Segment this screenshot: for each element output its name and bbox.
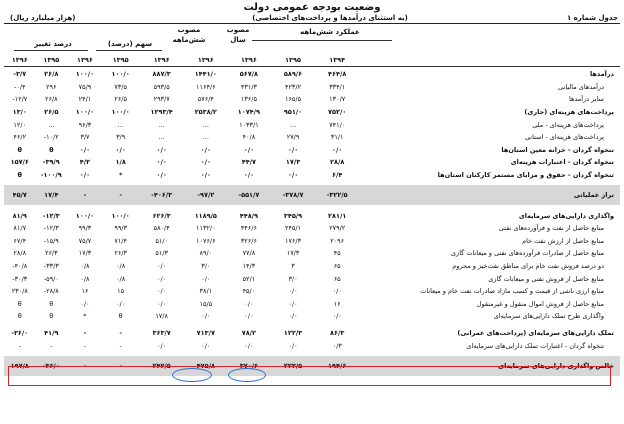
row-label: تراز عملیاتی: [403, 185, 620, 205]
value-cell: ۵۸۹/۶: [283, 70, 303, 79]
value-cell: ۳۴۵/۹: [283, 211, 303, 220]
value-cell: ...: [48, 120, 55, 129]
value-cell: ۸۶/۳: [330, 328, 345, 337]
header-approved-half-2: شش‌ماهه: [172, 36, 206, 44]
row-label: تنخواه گردان - اعتبارات تملک دارایی‌های سرمایه‌ای: [466, 341, 604, 350]
table-row: [4, 339, 620, 352]
row-label: منابع ارزی ناشی از قیمت و کسب مازاد صادرات نفت خام و میعانات: [420, 287, 604, 296]
value-cell: ...: [117, 120, 124, 129]
value-cell: ۱۷۶/۳: [284, 236, 302, 245]
value-cell: ۰/۰: [116, 299, 126, 308]
value-cell: ۴/۲: [79, 158, 91, 167]
value-cell: ۰/۰: [201, 312, 211, 321]
value-cell: ۲۸/۸: [330, 158, 345, 167]
value-cell: ...: [289, 120, 297, 129]
value-cell: ۴۶/۲: [13, 133, 27, 142]
row-label: تملک دارایی‌های سرمایه‌ای (پرداخت‌های عمرانی): [457, 328, 614, 337]
row-label: تنخواه گردان - اعتبارات هزینه‌ای: [510, 158, 614, 167]
value-cell: ۰/۰: [115, 145, 126, 154]
value-cell: ۰/۰: [244, 299, 254, 308]
value-cell: -۳۲۲/۵: [315, 185, 359, 205]
value-cell: -۴۰۶/۳: [139, 185, 185, 205]
value-cell: ۲۴۲/۵: [139, 356, 185, 376]
value-cell: ۵۱/۰: [155, 236, 168, 245]
value-cell: ۱۴۴۱/۰: [194, 70, 217, 79]
year-cell: ۱۳۹۵: [112, 56, 129, 65]
budget-body-table: [4, 68, 620, 376]
spacer-cell: [359, 285, 403, 298]
page-title: وضعیت بودجه عمومی دولت: [243, 2, 381, 13]
value-cell: ۰/۸: [80, 262, 90, 271]
spacer-cell: [359, 81, 403, 94]
value-cell: ۴۵/۷: [4, 185, 36, 205]
value-cell: ...: [202, 133, 209, 142]
header-approved-year-1: مصوب: [226, 26, 250, 34]
header-bottom-rule: [4, 66, 620, 67]
value-cell: ۷۴۱/۰: [329, 120, 346, 129]
spacer-cell: [359, 156, 403, 169]
value-cell: -: [103, 356, 139, 376]
value-cell: θ: [118, 312, 123, 321]
year-cell: ۱۳۹۶: [153, 56, 170, 65]
highlight-oval-approved-half: [172, 368, 212, 382]
year-cell: ۱۳۹۴: [329, 56, 346, 65]
table-row: [4, 209, 620, 222]
value-cell: θ: [17, 145, 22, 154]
value-cell: ۱۰۷۴/۹: [237, 108, 260, 117]
value-cell: -: [83, 341, 87, 350]
row-label: واگذاری دارایی‌های سرمایه‌ای: [518, 211, 614, 220]
value-cell: ۰/۰: [200, 158, 211, 167]
value-cell: ۵۸۰/۴: [153, 224, 170, 233]
value-cell: ۹۹/۳: [114, 224, 127, 233]
value-cell: ۲۷۹/۲: [329, 224, 346, 233]
value-cell: ۰/۰: [287, 145, 299, 154]
value-cell: ۷۵۲/۰: [328, 108, 347, 117]
value-cell: ۵۷۶/۴: [197, 95, 214, 104]
value-cell: ۱۱۸۹/۵: [194, 211, 217, 220]
value-cell: ۱۱۶۴/۶: [195, 82, 216, 91]
value-cell: θ: [17, 171, 22, 180]
header-change-rule: [14, 50, 88, 51]
table-number: جدول شماره ۱: [566, 14, 618, 22]
value-cell: ۶۵: [333, 262, 341, 271]
value-cell: ۴۴۶/۶: [240, 224, 257, 233]
year-cell-spacer: [359, 54, 403, 67]
spacer-cell: [359, 272, 403, 285]
value-cell: -۱۰/۲: [43, 133, 59, 142]
year-cell: ۱۳۹۶: [76, 56, 93, 65]
value-cell: ۷۱/۴: [114, 236, 127, 245]
value-cell: ۱۰۰/۰: [75, 70, 95, 79]
value-cell: -۳۰/۳: [12, 274, 28, 283]
value-cell: ۷۸/۲: [241, 328, 257, 337]
row-label: پرداخت‌های هزینه‌ای - استانی: [524, 133, 604, 142]
value-cell: -۳۳/۳: [43, 262, 59, 271]
value-cell: ۲۹۶: [46, 82, 57, 91]
value-cell: ۲۶/۳: [114, 249, 127, 258]
value-cell: ۵۹۳/۵: [153, 82, 170, 91]
row-label: منابع حاصل از فروش اموال منقول و غیرمنقول: [476, 299, 604, 308]
value-cell: ۶/۴: [332, 171, 343, 180]
table-row: [4, 81, 620, 94]
table-row: [4, 68, 620, 81]
value-cell: ۳/۰: [201, 262, 211, 271]
table-row: [4, 118, 620, 131]
row-label: منابع حاصل از ارزش نفت خام: [522, 236, 604, 245]
highlight-box: [8, 366, 611, 386]
value-cell: ۰/۰: [157, 299, 167, 308]
value-cell: ۴۳۱/۳: [240, 82, 257, 91]
value-cell: ۸۹/۰: [199, 249, 213, 258]
value-cell: ۰/۰: [201, 341, 211, 350]
value-cell: ۱۰۷۶/۶: [195, 236, 216, 245]
value-cell: θ: [49, 145, 54, 154]
table-row: [4, 222, 620, 235]
value-cell: ۴۰/۸: [242, 133, 256, 142]
table-row: [4, 144, 620, 157]
value-cell: ۲۴/۱: [78, 95, 92, 104]
row-label: درآمدها: [589, 70, 614, 79]
value-cell: ۱۷/۸: [155, 312, 168, 321]
value-cell: -۱۲/۷: [12, 95, 28, 104]
value-cell: ۴۵: [333, 249, 341, 258]
year-header-row: [4, 54, 620, 67]
value-cell: -۵۵۱/۷: [227, 185, 271, 205]
value-cell: ۸۸۷/۳: [152, 70, 171, 79]
year-cell-spacer: [403, 54, 620, 67]
value-cell: ۵۱/۳: [155, 249, 168, 258]
value-cell: ۴۲۳/۲: [284, 82, 302, 91]
value-cell: -: [67, 185, 103, 205]
spacer-cell: [359, 310, 403, 323]
value-cell: ۷۵/۷: [78, 236, 92, 245]
value-cell: ۱۵: [117, 287, 125, 296]
spacer-cell: [359, 106, 403, 119]
value-cell: ۱۲۹۳/۴: [150, 108, 173, 117]
spacer-cell: [359, 118, 403, 131]
value-cell: ۰/۰: [288, 287, 298, 296]
value-cell: ۳۲۶/۶: [240, 236, 257, 245]
value-cell: ۰/۰: [201, 274, 211, 283]
value-cell: ۲۷/۹: [286, 133, 300, 142]
value-cell: ۱۹۴/۶: [315, 356, 359, 376]
table-row: [4, 156, 620, 169]
table-row: [4, 310, 620, 323]
value-cell: ۱۲۲/۳: [283, 328, 303, 337]
value-cell: ۰/۰: [243, 145, 255, 154]
header-change: درصد تغییر: [34, 40, 72, 48]
value-cell: ۰/۰: [332, 145, 343, 154]
value-cell: ۰/۰: [288, 341, 298, 350]
spacer-cell: [359, 169, 403, 182]
table-row: [4, 298, 620, 311]
value-cell: ۳: [291, 262, 295, 271]
value-cell: -: [67, 356, 103, 376]
value-cell: ۴۶۴/۸: [328, 70, 347, 79]
spacer-cell: [359, 93, 403, 106]
header-share: سهم (درصد): [107, 40, 153, 48]
value-cell: ۰/۸: [80, 274, 90, 283]
value-cell: ۰/۰: [157, 287, 167, 296]
value-cell: ۰/۰: [79, 145, 91, 154]
table-row: [4, 93, 620, 106]
value-cell: ۴۴/۷: [241, 158, 257, 167]
budget-table: [4, 54, 620, 67]
value-cell: ۱/۸: [115, 158, 126, 167]
value-cell: ۱۶۵/۵: [284, 95, 302, 104]
header-performance-rule: [252, 40, 392, 41]
value-cell: ۰/۰: [156, 145, 167, 154]
value-cell: ۲۲۳/۵: [271, 356, 315, 376]
value-cell: *: [83, 312, 87, 321]
value-cell: ۳۶۳/۷: [152, 328, 171, 337]
value-cell: ۳۳۴/۱: [329, 82, 346, 91]
value-cell: -۱۲/۳: [42, 211, 60, 220]
value-cell: -۳۶/۰: [36, 356, 68, 376]
value-cell: ۱۶: [333, 299, 341, 308]
value-cell: θ: [49, 299, 54, 308]
value-cell: ۶۵: [333, 274, 341, 283]
row-label: سایر درآمدها: [568, 95, 604, 104]
value-cell: ۱۷/۳: [78, 249, 92, 258]
row-label: پرداخت‌های هزینه‌ای - ملی: [532, 120, 604, 129]
value-cell: ۰/۰: [244, 312, 254, 321]
table-row: [4, 235, 620, 248]
value-cell: ۱۲/۰: [13, 120, 27, 129]
value-cell: ۱۵۷/۶: [10, 158, 29, 167]
value-cell: ۲۴۵/۱: [284, 224, 302, 233]
value-cell: ۰/۸: [116, 262, 126, 271]
value-cell: -۳۹/۹: [42, 158, 60, 167]
value-cell: ۲۶/۸: [44, 95, 58, 104]
table-row: [4, 106, 620, 119]
value-cell: ۲۸/۸: [13, 249, 27, 258]
value-cell: ۹۵۱/۰: [283, 108, 303, 117]
value-cell: ۴۱/۹: [44, 328, 59, 337]
value-cell: -۴۰/۸: [12, 262, 28, 271]
value-cell: ...: [158, 133, 165, 142]
value-cell: -۱۲/۳: [43, 224, 59, 233]
value-cell: ۳۸/۱: [199, 287, 213, 296]
year-cell: ۱۳۹۵: [43, 56, 60, 65]
value-cell: ۹۶/۳: [78, 120, 92, 129]
value-cell: ۴۷۵/۸: [185, 356, 227, 376]
spacer-cell: [359, 131, 403, 144]
value-cell: ...: [202, 120, 209, 129]
row-label: منابع حاصل از فروش نفتی و میعانات گازی: [488, 274, 604, 283]
value-cell: ۴۵/۰: [242, 287, 256, 296]
table-row: [4, 285, 620, 298]
spacer-cell: [359, 247, 403, 260]
value-cell: ۲۰۹۶: [330, 236, 345, 245]
table-row: [4, 185, 620, 205]
value-cell: ...: [158, 120, 165, 129]
value-cell: -۲۸/۸: [43, 287, 59, 296]
value-cell: *: [118, 171, 123, 180]
spacer-cell: [359, 185, 403, 205]
value-cell: ۰/۰: [156, 158, 167, 167]
value-cell: ۰/۰: [200, 171, 211, 180]
spacer-cell: [359, 68, 403, 81]
spacer-cell: [359, 260, 403, 273]
value-cell: -۱۰۰/۹: [40, 171, 62, 180]
value-cell: ۲۹۳/۷: [153, 95, 170, 104]
table-row: [4, 169, 620, 182]
value-cell: ۱۰۳۳/۱: [239, 120, 259, 129]
value-cell: ۰/۰: [79, 171, 91, 180]
value-cell: ۲۵۳۸/۲: [194, 108, 217, 117]
value-cell: ۱۷/۳: [286, 249, 300, 258]
value-cell: ۱۶: [81, 287, 89, 296]
value-cell: ۳/۷: [80, 133, 90, 142]
row-label: تنخواه گردان - خزانه معین استان‌ها: [501, 145, 614, 154]
value-cell: θ: [17, 312, 22, 321]
value-cell: ۶۷/۴: [13, 236, 27, 245]
value-cell: ۲۶/۵: [114, 95, 127, 104]
value-cell: ۰/۰: [156, 171, 167, 180]
value-cell: ۲۶/۸: [44, 70, 59, 79]
value-cell: ۳۷۰/۶: [227, 356, 271, 376]
row-label: واگذاری طرح تملک دارایی‌های سرمایه‌ای: [493, 312, 604, 321]
header-approved-half-1: مصوب: [177, 26, 201, 34]
value-cell: -۱۵/۹: [43, 236, 59, 245]
value-cell: ۲۶/۵: [44, 108, 59, 117]
value-cell: ۱۳۰/۷: [329, 95, 346, 104]
value-cell: ۰/۰: [288, 299, 298, 308]
value-cell: ۱۱۳۲/۰: [195, 224, 216, 233]
year-cell: ۱۳۹۵: [285, 56, 301, 65]
table-row: [4, 327, 620, 340]
header-approved-year-2: سال: [230, 36, 246, 44]
value-cell: -: [83, 328, 87, 337]
value-cell: ۰/۰: [288, 312, 298, 321]
row-label: درآمدهای مالیاتی: [558, 82, 604, 91]
value-cell: ۰/۰: [157, 274, 167, 283]
table-row: [4, 272, 620, 285]
value-cell: ۷۵/۹: [78, 82, 92, 91]
spacer-cell: [359, 222, 403, 235]
spacer-cell: [359, 144, 403, 157]
spacer-cell: [359, 339, 403, 352]
value-cell: -۳۶/۰: [11, 328, 29, 337]
value-cell: -۵۹/۰: [43, 274, 59, 283]
value-cell: ۷۳/۵: [114, 82, 127, 91]
row-label: منابع حاصل از نفت و فرآورده‌های نفتی: [498, 224, 604, 233]
value-cell: ۰/۰: [243, 171, 255, 180]
value-cell: θ: [49, 312, 54, 321]
value-cell: ۰/۰: [157, 341, 167, 350]
year-cell: ۱۳۹۶: [240, 56, 257, 65]
value-cell: -۳/۷: [13, 70, 27, 79]
row-label: تنخواه گردان - حقوق و مزایای مستمر کارکنان استان‌ها: [437, 171, 614, 180]
value-cell: ۸۱/۷: [13, 224, 27, 233]
value-cell: ۲۳۰/۸: [11, 287, 28, 296]
table-subtitle: (به استثنای درآمدها و پرداخت‌های اختصاصی): [252, 14, 408, 22]
row-label: خالص واگذاری دارایی‌های سرمایه‌ای: [403, 356, 620, 376]
table-row: [4, 247, 620, 260]
value-cell: -۹۷/۲: [185, 185, 227, 205]
value-cell: ۰/۳: [332, 341, 342, 350]
value-cell: ۱۳/۰: [12, 108, 27, 117]
value-cell: ۱۰۰/۰: [111, 108, 130, 117]
value-cell: ۲۸۱/۱: [328, 211, 347, 220]
value-cell: ۳۱/۱: [330, 133, 344, 142]
year-cell: ۱۳۹۶: [197, 56, 214, 65]
value-cell: ۰/۰: [287, 171, 299, 180]
value-cell: ۱۹۷/۸: [4, 356, 36, 376]
value-cell: ۳/۹: [116, 133, 126, 142]
value-cell: ۰/۰: [332, 287, 342, 296]
value-cell: -: [18, 341, 21, 350]
table-row: [4, 131, 620, 144]
value-cell: ۸۱/۹: [12, 211, 27, 220]
header-performance: عملکرد شش‌ماهه: [300, 28, 360, 36]
value-cell: ۷۷/۸: [242, 249, 256, 258]
spacer-cell: [359, 327, 403, 340]
row-label: دو درصد فروش نفت خام برای مناطق نفت‌خیز و محروم: [452, 262, 604, 271]
value-cell: ۱۰۰/۰: [75, 211, 95, 220]
value-cell: ۰/۰: [244, 341, 254, 350]
value-cell: -: [119, 328, 123, 337]
unit-label: (هزار میلیارد ریال): [10, 14, 76, 22]
value-cell: ۵۲/۱: [242, 274, 256, 283]
value-cell: -: [103, 185, 139, 205]
value-cell: ۴۴۸/۹: [239, 211, 259, 220]
value-cell: θ: [17, 299, 22, 308]
row-label: منابع حاصل از صادرات فرآورده‌های نفتی و میعانات گازی: [450, 249, 604, 258]
value-cell: ۰/۰: [157, 262, 167, 271]
table-row: [4, 260, 620, 273]
row-label: پرداخت‌های هزینه‌ای (جاری): [524, 108, 614, 117]
value-cell: ۱۷/۴: [36, 185, 68, 205]
value-cell: ۹۹/۳: [78, 224, 92, 233]
value-cell: ۰/۰: [332, 312, 342, 321]
value-cell: ۳/۰: [288, 274, 298, 283]
value-cell: -: [119, 341, 122, 350]
value-cell: ۱۴/۳: [242, 262, 256, 271]
value-cell: ۱۷/۳: [285, 158, 301, 167]
value-cell: ۰/۰: [200, 145, 211, 154]
value-cell: ۷۱۳/۷: [196, 328, 215, 337]
value-cell: -۰/۴: [14, 82, 26, 91]
spacer-cell: [359, 209, 403, 222]
top-rule: [4, 23, 620, 24]
value-cell: ۱۰۰/۰: [111, 70, 130, 79]
year-cell: ۱۳۹۶: [11, 56, 28, 65]
value-cell: ۱۰۰/۰: [75, 108, 95, 117]
value-cell: ۱۵/۵: [199, 299, 213, 308]
value-cell: ۱۰۰/۰: [111, 211, 130, 220]
value-cell: ۶۲۶/۳: [152, 211, 171, 220]
value-cell: ۲۶/۳: [44, 249, 58, 258]
highlight-oval-approved-year: [228, 368, 266, 382]
spacer-cell: [359, 298, 403, 311]
value-cell: ۰/۸: [116, 274, 126, 283]
value-cell: -: [50, 341, 53, 350]
value-cell: -۳۷۸/۷: [271, 185, 315, 205]
value-cell: ۱۳۶/۵: [240, 95, 257, 104]
spacer-cell: [359, 235, 403, 248]
header-share-rule: [96, 50, 162, 51]
value-cell: ۰/۰: [80, 299, 90, 308]
value-cell: ۵۶۷/۸: [239, 70, 259, 79]
